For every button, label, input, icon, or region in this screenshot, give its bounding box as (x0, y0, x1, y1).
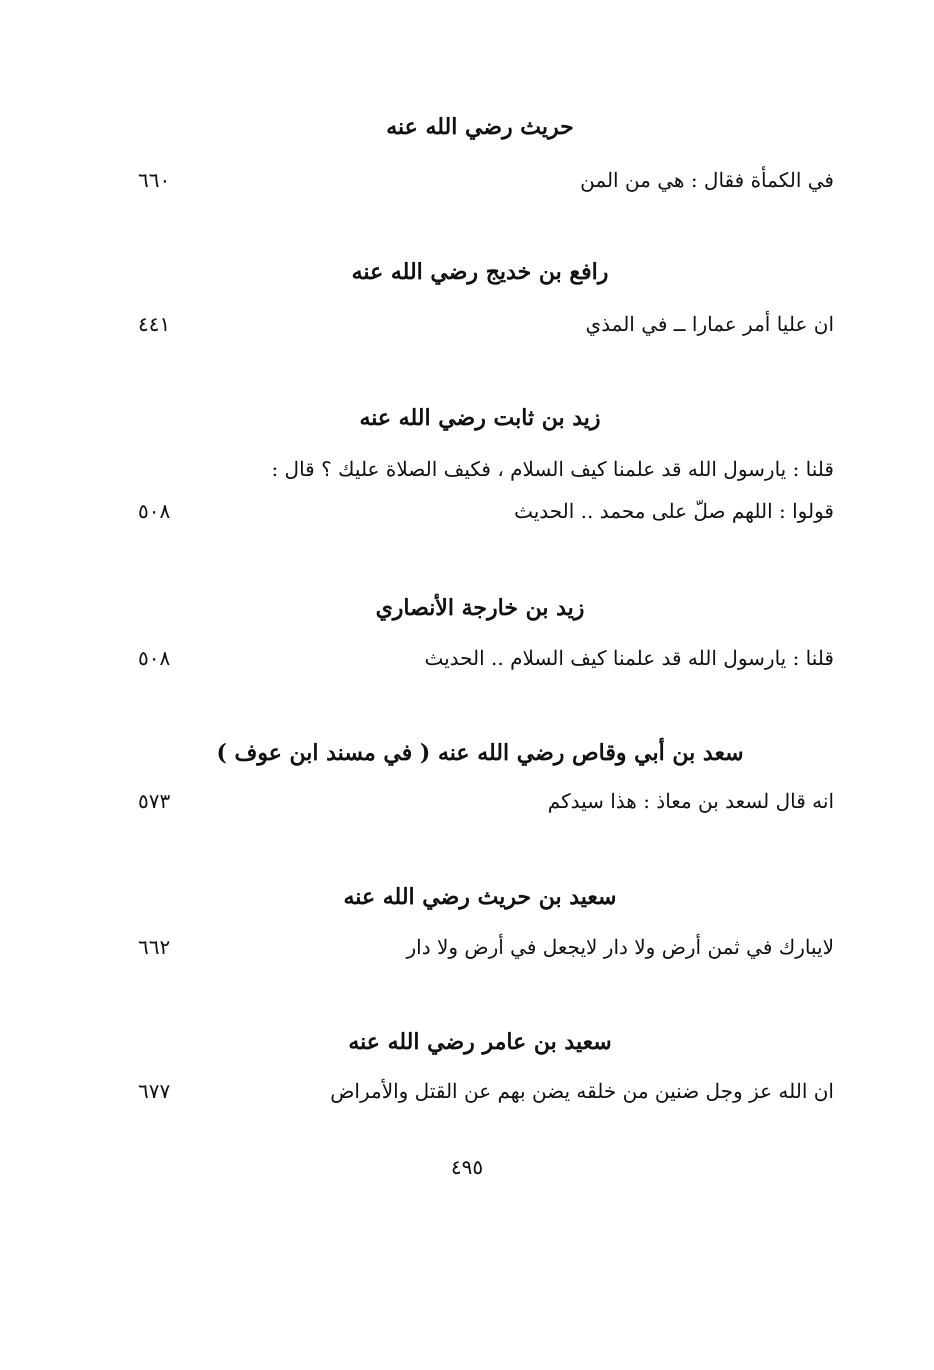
entry-text: قولوا : اللهم صلّ على محمد .. الحديث (514, 499, 834, 523)
section-heading: سعيد بن عامر رضي الله عنه (348, 1029, 612, 1055)
entry-text: انه قال لسعد بن معاذ : هذا سيدكم (547, 789, 834, 813)
section-heading: سعيد بن حريث رضي الله عنه (343, 884, 617, 910)
entry-page-number: ٦٦٢ (138, 935, 171, 959)
entry-text: قلنا : يارسول الله قد علمنا كيف السلام .. الحديث (424, 646, 834, 670)
entry-page-number: ٦٧٧ (138, 1079, 171, 1103)
entry-page-number: ٤٤١ (138, 312, 171, 336)
section-heading: سعد بن أبي وقاص رضي الله عنه ( في مسند ابن عوف ) (216, 740, 744, 766)
entry-text: لايبارك في ثمن أرض ولا دار لايجعل في أرض ولا دار (406, 935, 834, 959)
section-heading: رافع بن خديج رضي الله عنه (351, 259, 609, 285)
page-number: ٤٩٥ (450, 1155, 484, 1179)
section-heading: حريث رضي الله عنه (386, 114, 574, 140)
entry-page-number: ٦٦٠ (138, 168, 171, 192)
entry-page-number: ٥٠٨ (138, 646, 171, 670)
section-heading: زيد بن خارجة الأنصاري (375, 595, 585, 621)
entry-page-number: ٥٠٨ (138, 499, 171, 523)
section-heading: زيد بن ثابت رضي الله عنه (359, 405, 601, 431)
entry-text: ان الله عز وجل ضنين من خلقه يضن بهم عن القتل والأمراض (330, 1079, 834, 1103)
entry-text: قلنا : يارسول الله قد علمنا كيف السلام ، فكيف الصلاة عليك ؟ قال : (271, 457, 834, 481)
entry-text: ان عليا أمر عمارا ــ في المذي (585, 312, 834, 336)
entry-text: في الكمأة فقال : هي من المن (580, 168, 834, 192)
entry-page-number: ٥٧٣ (138, 789, 171, 813)
